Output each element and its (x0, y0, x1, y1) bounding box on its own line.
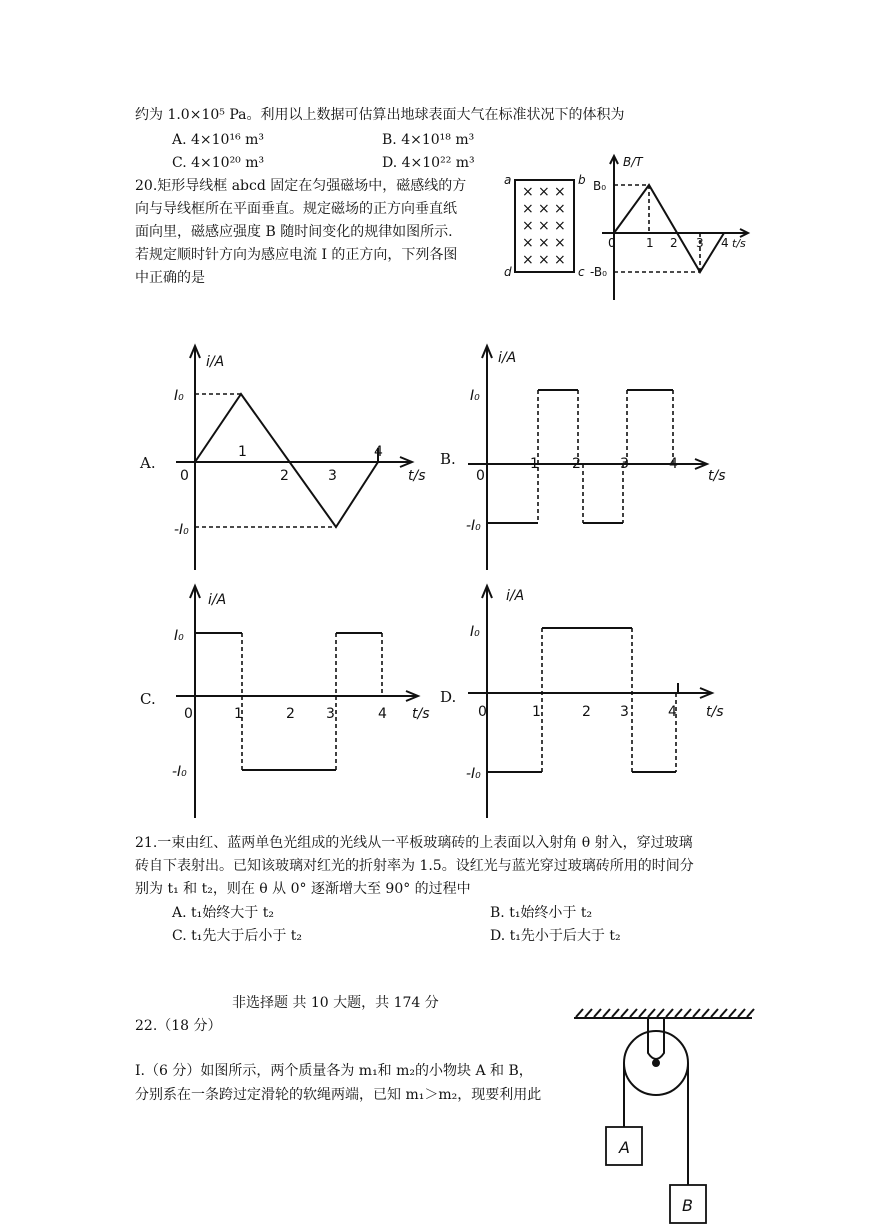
graph-b-tick-2: 2 (572, 456, 581, 472)
hatch-line (747, 1009, 754, 1017)
field-cross: × (522, 201, 534, 217)
q22-line-2: 分别系在一条跨过定滑轮的软绳两端，已知 m₁＞m₂，现要利用此 (135, 1087, 542, 1103)
graph-b-ylabel: i/A (498, 350, 517, 366)
graph-a (168, 340, 438, 570)
graph-d (460, 580, 730, 820)
q19-option-b: B. 4×10¹⁸ m³ (382, 132, 475, 148)
bt-neg-b0-label: -B₀ (590, 265, 607, 279)
ceiling-hatch (576, 1009, 754, 1017)
hatch-line (621, 1009, 628, 1017)
graph-a-origin: 0 (180, 468, 189, 484)
graph-b (460, 340, 730, 570)
graph-d-neg-i0: -I₀ (466, 766, 481, 782)
graph-a-xlabel: t/s (408, 468, 426, 484)
graph-d-tick-2: 2 (582, 704, 591, 720)
graph-c-tick-3: 3 (326, 706, 335, 722)
field-cross: × (522, 252, 534, 268)
graph-a-tick-1: 1 (238, 444, 247, 460)
hatch-line (693, 1009, 700, 1017)
graph-b-tick-4: 4 (669, 456, 678, 472)
pulley-diagram (568, 1005, 758, 1227)
frame-label-c: c (578, 265, 585, 279)
graph-c-tick-2: 2 (286, 706, 295, 722)
graph-a-tick-2: 2 (280, 468, 289, 484)
q21-line-3: 别为 t₁ 和 t₂，则在 θ 从 0° 逐渐增大至 90° 的过程中 (135, 881, 471, 897)
frame-label-a: a (504, 173, 512, 187)
q20-line-4: 若规定顺时针方向为感应电流 I 的正方向，下列各图 (135, 247, 458, 263)
graph-d-tick-1: 1 (532, 704, 541, 720)
q21-option-b: B. t₁始终小于 t₂ (490, 905, 593, 921)
hatch-line (585, 1009, 592, 1017)
graph-a-letter: A. (140, 454, 156, 472)
graph-c-tick-4: 4 (378, 706, 387, 722)
hatch-line (630, 1009, 637, 1017)
q21-line-2: 砖自下表射出。已知该玻璃对红光的折射率为 1.5。设红光与蓝光穿过玻璃砖所用的时间分 (135, 858, 694, 874)
hatch-line (576, 1009, 583, 1017)
graph-c-neg-i0: -I₀ (172, 764, 187, 780)
bt-xlabel: t/s (732, 237, 746, 250)
bt-tick-1: 1 (646, 236, 654, 250)
hatch-line (666, 1009, 673, 1017)
hatch-line (639, 1009, 646, 1017)
graph-c-xlabel: t/s (412, 706, 430, 722)
field-cross: × (538, 184, 550, 200)
graph-d-xlabel: t/s (706, 704, 724, 720)
hatch-line (702, 1009, 709, 1017)
graph-d-letter: D. (440, 688, 457, 706)
q21-option-a: A. t₁始终大于 t₂ (172, 905, 274, 921)
field-cross: × (554, 252, 566, 268)
graph-c-tick-1: 1 (234, 706, 243, 722)
graph-d-tick-3: 3 (620, 704, 629, 720)
field-cross: × (522, 235, 534, 251)
q20-line-2: 向与导线框所在平面垂直。规定磁场的正方向垂直纸 (135, 201, 457, 217)
wire-frame-diagram (500, 170, 590, 280)
hatch-line (648, 1009, 655, 1017)
graph-b-i0: I₀ (470, 388, 480, 404)
block-b-label: B (682, 1196, 693, 1215)
graph-d-origin: 0 (478, 704, 487, 720)
field-cross: × (554, 235, 566, 251)
field-cross: × (538, 235, 550, 251)
frame-label-d: d (504, 265, 512, 279)
hatch-line (711, 1009, 718, 1017)
graph-a-tick-3: 3 (328, 468, 337, 484)
q19-option-a: A. 4×10¹⁶ m³ (172, 132, 265, 148)
field-cross: × (522, 218, 534, 234)
q21-option-c: C. t₁先大于后小于 t₂ (172, 928, 303, 944)
q21-line-1: 21.一束由红、蓝两单色光组成的光线从一平板玻璃砖的上表面以入射角 θ 射入，穿过玻璃 (135, 835, 693, 851)
bt-b0-label: B₀ (593, 179, 607, 193)
field-cross: × (554, 218, 566, 234)
graph-d-i0: I₀ (470, 624, 480, 640)
bt-tick-2: 2 (670, 236, 678, 250)
magnetic-field-crosses (522, 184, 566, 268)
bt-ylabel: B/T (623, 155, 643, 169)
bt-tick-4: 4 (721, 236, 729, 250)
q20-line-3: 面向里，磁感应强度 B 随时间变化的规律如图所示. (135, 224, 453, 240)
hatch-line (594, 1009, 601, 1017)
hatch-line (729, 1009, 736, 1017)
graph-b-tick-1: 1 (530, 456, 539, 472)
hatch-line (612, 1009, 619, 1017)
field-cross: × (538, 201, 550, 217)
graph-c-ylabel: i/A (208, 592, 227, 608)
q19-option-c: C. 4×10²⁰ m³ (172, 155, 265, 171)
field-cross: × (554, 201, 566, 217)
graph-c (168, 580, 438, 820)
graph-b-xlabel: t/s (708, 468, 726, 484)
graph-a-ylabel: i/A (206, 354, 225, 370)
hatch-line (738, 1009, 745, 1017)
graph-c-i0: I₀ (174, 628, 184, 644)
q19-option-d: D. 4×10²² m³ (382, 155, 475, 171)
q22-title: 22.（18 分） (135, 1018, 222, 1034)
graph-c-origin: 0 (184, 706, 193, 722)
field-cross: × (538, 218, 550, 234)
hatch-line (684, 1009, 691, 1017)
q21-option-d: D. t₁先小于后大于 t₂ (490, 928, 621, 944)
graph-a-i0: I₀ (174, 388, 184, 404)
graph-b-tick-3: 3 (620, 456, 629, 472)
graph-d-tick-4: 4 (668, 704, 677, 720)
hatch-line (720, 1009, 727, 1017)
hatch-line (603, 1009, 610, 1017)
field-cross: × (538, 252, 550, 268)
q22-line-1: Ⅰ.（6 分）如图所示，两个质量各为 m₁和 m₂的小物块 A 和 B， (135, 1063, 533, 1079)
bt-tick-3: 3 (696, 236, 704, 250)
graph-b-neg-i0: -I₀ (466, 518, 481, 534)
field-cross: × (522, 184, 534, 200)
bt-graph (590, 150, 760, 305)
graph-d-ylabel: i/A (506, 588, 525, 604)
graph-c-letter: C. (140, 690, 156, 708)
graph-b-letter: B. (440, 450, 456, 468)
graph-a-neg-i0: -I₀ (174, 522, 189, 538)
block-a-label: A (619, 1138, 630, 1157)
hatch-line (657, 1009, 664, 1017)
field-cross: × (554, 184, 566, 200)
frame-label-b: b (578, 173, 586, 187)
q19-text: 约为 1.0×10⁵ Pa。利用以上数据可估算出地球表面大气在标准状况下的体积为 (135, 107, 625, 123)
graph-b-origin: 0 (476, 468, 485, 484)
bt-origin-label: 0 (608, 236, 616, 250)
q20-line-5: 中正确的是 (135, 270, 205, 286)
section-heading: 非选择题 共 10 大题，共 174 分 (232, 995, 439, 1011)
q20-line-1: 20.矩形导线框 abcd 固定在匀强磁场中，磁感线的方 (135, 178, 467, 194)
hatch-line (675, 1009, 682, 1017)
graph-a-tick-4: 4 (374, 444, 383, 460)
